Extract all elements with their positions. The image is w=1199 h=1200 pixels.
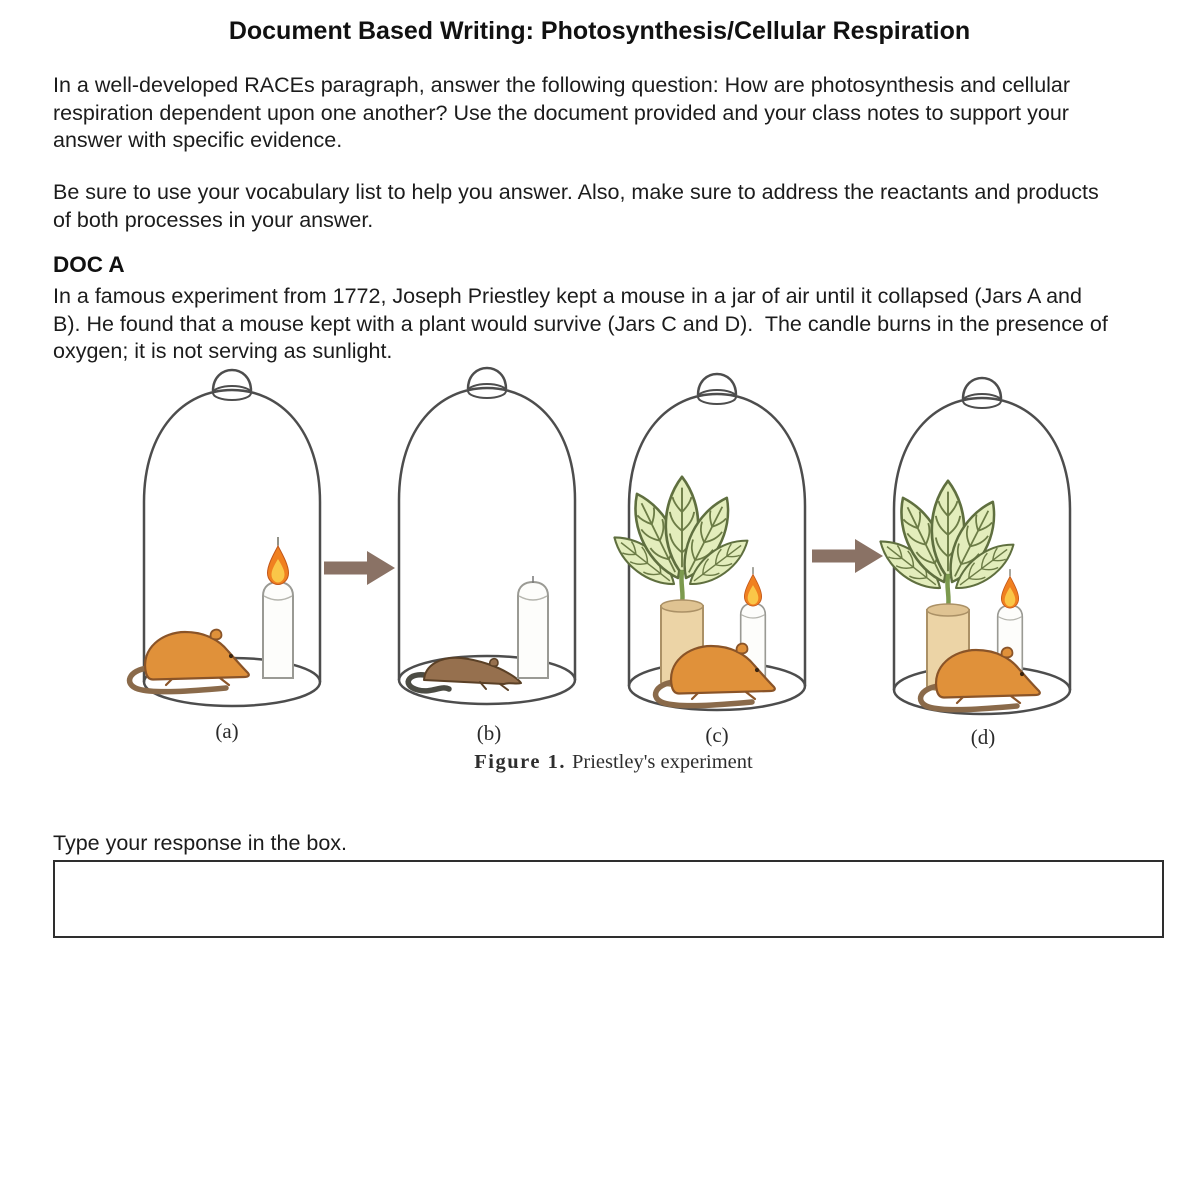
paragraph-line: B). He found that a mouse kept with a plant would survive (Jars C and D). The candle burns in the presence of bbox=[53, 311, 1108, 336]
intro-paragraph bbox=[53, 72, 1070, 155]
flame-icon bbox=[1001, 569, 1018, 608]
paragraph-line: respiration dependent upon one another? Use the document provided and your class notes to support your bbox=[53, 100, 1069, 125]
figure-caption-text: Priestley's experiment bbox=[571, 751, 753, 773]
bell-jar-c bbox=[607, 374, 805, 710]
figure-caption-label: Figure 1. bbox=[474, 751, 566, 773]
flame-icon bbox=[744, 567, 761, 606]
response-prompt: Type your response in the box. bbox=[53, 831, 348, 855]
priestley-experiment-figure bbox=[0, 360, 1199, 752]
candle-icon bbox=[263, 576, 293, 678]
arrow-right-icon bbox=[812, 539, 883, 573]
paragraph-line: oxygen; it is not serving as sunlight. bbox=[53, 339, 393, 363]
vocab-paragraph bbox=[53, 179, 1099, 234]
paragraph-line: answer with specific evidence. bbox=[53, 128, 343, 152]
response-textarea[interactable] bbox=[53, 860, 1164, 938]
bell-jar-a bbox=[130, 370, 320, 706]
paragraph-line: Be sure to use your vocabulary list to help you answer. Also, make sure to address the reactants and products bbox=[53, 180, 1099, 204]
jar-label-d: (d) bbox=[970, 725, 996, 749]
page-title: Document Based Writing: Photosynthesis/Cellular Respiration bbox=[228, 17, 971, 45]
paragraph-line: In a famous experiment from 1772, Joseph Priestley kept a mouse in a jar of air until it collapsed (Jars A and bbox=[53, 284, 1082, 308]
jar-label-c: (c) bbox=[705, 723, 729, 747]
jar-label-a: (a) bbox=[215, 719, 239, 743]
unlit-candle-icon bbox=[518, 576, 548, 678]
paragraph-line: of both processes in your answer. bbox=[53, 207, 374, 232]
doc-a-heading: DOC A bbox=[53, 252, 125, 277]
jar-label-b: (b) bbox=[476, 721, 502, 745]
bell-jar-b bbox=[399, 368, 575, 704]
paragraph-line: In a well-developed RACEs paragraph, answer the following question: How are photosynthesis and cellular bbox=[53, 73, 1071, 97]
live-mouse-icon bbox=[130, 630, 249, 692]
arrow-right-icon bbox=[324, 551, 395, 585]
figure-caption bbox=[0, 751, 1199, 774]
doc-a-paragraph bbox=[53, 283, 1108, 366]
flame-icon bbox=[268, 537, 289, 585]
bell-jar-d bbox=[873, 378, 1070, 714]
